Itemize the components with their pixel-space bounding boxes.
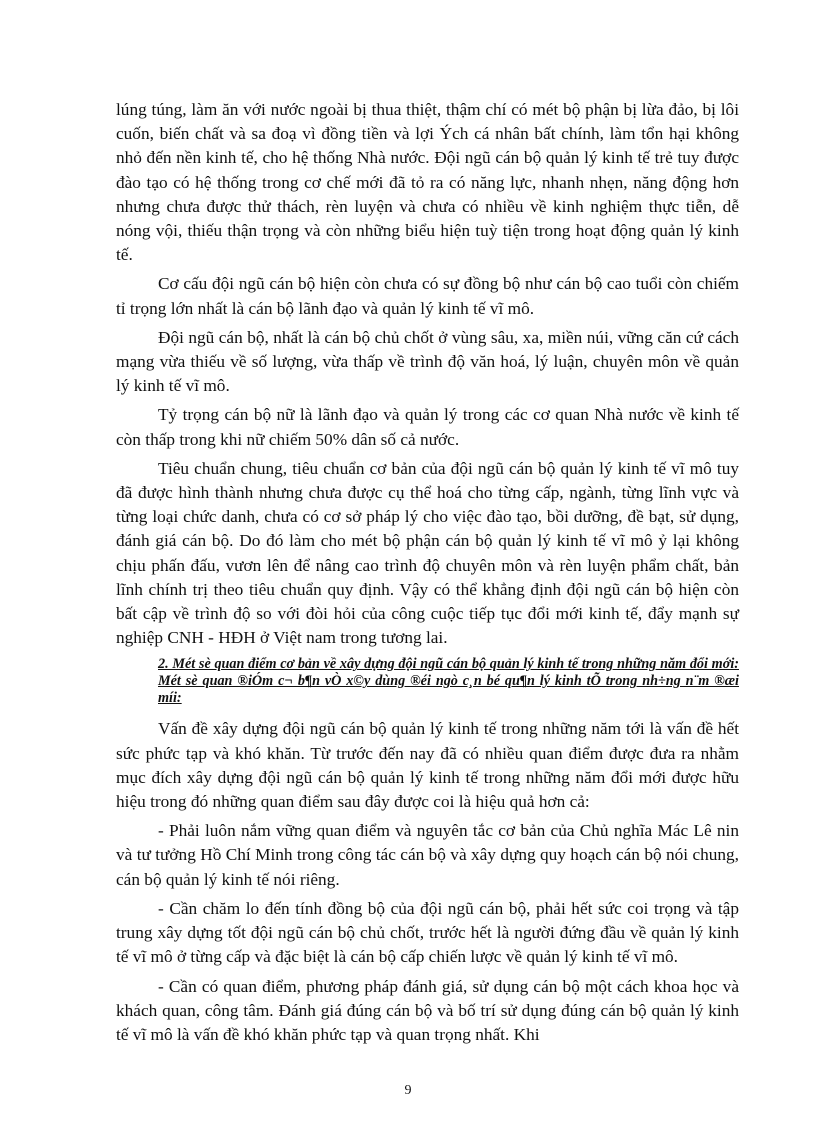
paragraph: lúng túng, làm ăn với nước ngoài bị thua thiệt, thậm chí có mét bộ phận bị lừa đảo, bị lôi cuốn, biến chất và sa đoạ vì đồng tiền và lợi Ých cá nhân bất chính, làm tổn hại không nhỏ đến nền kinh tế, cho hệ thống Nhà nước. Đội ngũ cán bộ quản lý kinh tế trẻ tuy được đào tạo có hệ thống trong cơ chế mới đã tỏ ra có năng lực, nhanh nhẹn, năng động hơn nhưng chưa được thử thách, rèn luyện và chưa có nhiều về kinh nghiệm thực tiễn, dễ nóng vội, thiếu thận trọng và còn những biểu hiện tuỳ tiện trong hoạt động quản lý kinh tế. [116, 100, 739, 265]
section-heading: 2. Mét sè quan điểm cơ bản về xây dựng đội ngũ cán bộ quản lý kinh tế trong những năm đổi mới: Mét sè quan ®iÓm c¬ b¶n vÒ x©y dùng ®éi ngò c¸n bé qu¶n lý kinh tÕ trong nh÷ng n¨m ®æi míi: [158, 656, 739, 707]
body-text [116, 98, 739, 1052]
paragraph: Tỷ trọng cán bộ nữ là lãnh đạo và quản lý trong các cơ quan Nhà nước về kinh tế còn thấp trong khi nữ chiếm 50% dân số cả nước. [116, 405, 739, 449]
paragraph: - Phải luôn nắm vững quan điểm và nguyên tắc cơ bản của Chủ nghĩa Mác Lê nin và tư tưởng Hồ Chí Minh trong công tác cán bộ và xây dựng quy hoạch cán bộ nói chung, cán bộ quản lý kinh tế nói riêng. [116, 821, 739, 889]
paragraph: Tiêu chuẩn chung, tiêu chuẩn cơ bản của đội ngũ cán bộ quản lý kinh tế vĩ mô tuy đã được hình thành nhưng chưa được cụ thể hoá cho từng cấp, ngành, từng lĩnh vực và từng loại chức danh, chưa có cơ sở pháp lý cho việc đào tạo, bồi dưỡng, đề bạt, sử dụng, đánh giá cán bộ. Do đó làm cho mét bộ phận cán bộ quản lý kinh tế vĩ mô ỷ lại không chịu phấn đấu, vươn lên để nâng cao trình độ chuyên môn và rèn luyện phẩm chất, bản lĩnh chính trị theo tiêu chuẩn quy định. Vậy có thể khẳng định đội ngũ cán bộ hiện còn bất cập về trình độ so với đòi hỏi của công cuộc tiếp tục đổi mới kinh tế, đẩy mạnh sự nghiệp CNH - HĐH ở Việt nam trong tương lai. [116, 458, 739, 648]
paragraph: Vấn đề xây dựng đội ngũ cán bộ quản lý kinh tế trong những năm tới là vấn đề hết sức phức tạp và khó khăn. Từ trước đến nay đã có nhiều quan điểm được đưa ra nhằm mục đích xây dựng đội ngũ cán bộ quản lý kinh tế trong những năm đổi mới được hữu hiệu trong đó những quan điểm sau đây được coi là hiệu quả hơn cả: [116, 719, 739, 812]
paragraph: Cơ cấu đội ngũ cán bộ hiện còn chưa có sự đồng bộ như cán bộ cao tuổi còn chiếm tỉ trọng lớn nhất là cán bộ lãnh đạo và quản lý kinh tế vĩ mô. [116, 274, 739, 318]
paragraph: Đội ngũ cán bộ, nhất là cán bộ chủ chốt ở vùng sâu, xa, miền núi, vững căn cứ cách mạng vừa thiếu về số lượng, vừa thấp về trình độ văn hoá, lý luận, chuyên môn về quản lý kinh tế vĩ mô. [116, 327, 739, 396]
page-number: 9 [404, 1083, 412, 1098]
paragraph: - Cần chăm lo đến tính đồng bộ của đội ngũ cán bộ, phải hết sức coi trọng và tập trung xây dựng tốt đội ngũ cán bộ chủ chốt, trước hết là người đứng đầu về quản lý kinh tế vĩ mô ở từng cấp và đặc biệt là cán bộ cấp chiến lược về quản lý kinh tế vĩ mô. [116, 898, 739, 967]
paragraph: - Cần có quan điểm, phương pháp đánh giá, sử dụng cán bộ một cách khoa học và khách quan, công tâm. Đánh giá đúng cán bộ và bố trí sử dụng đúng cán bộ quản lý kinh tế vĩ mô là vấn đề khó khăn phức tạp và quan trọng nhất. Khi [116, 976, 739, 1044]
